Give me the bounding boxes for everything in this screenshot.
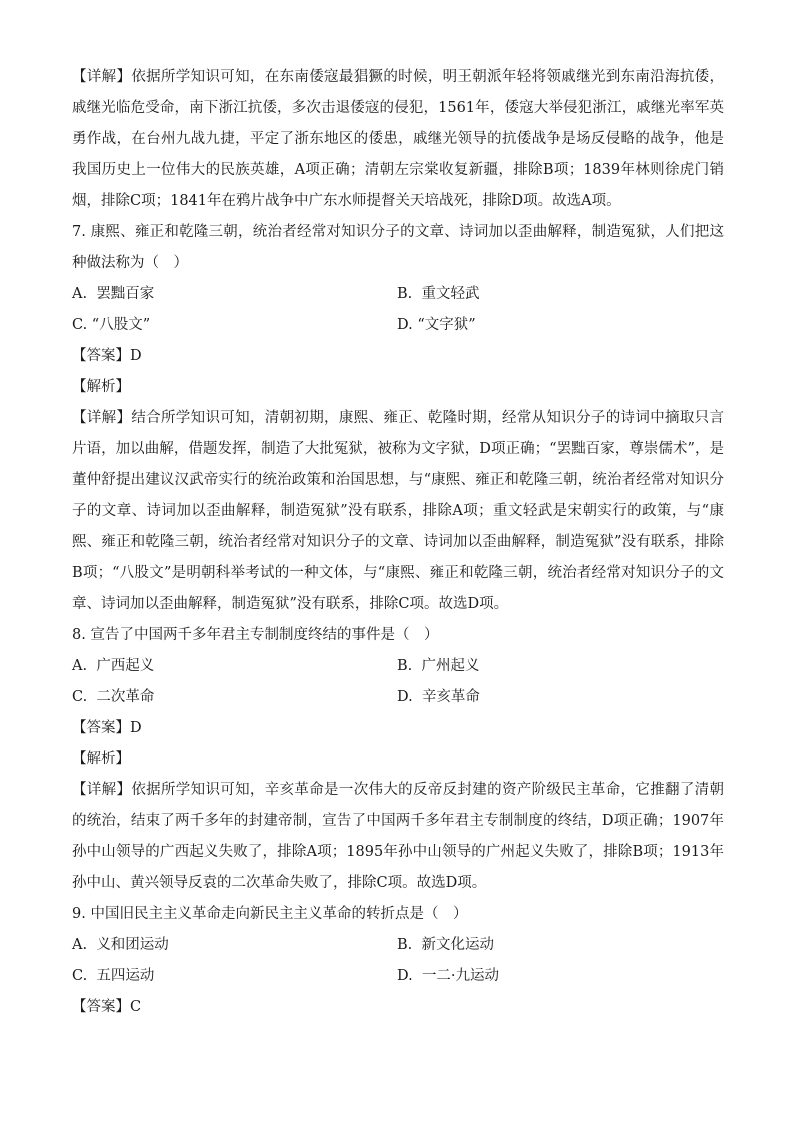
answer-line xyxy=(72,341,724,372)
answer-tag: 【答案】 xyxy=(72,348,130,364)
detail-tag: 【详解】 xyxy=(72,410,132,426)
option-text: 五四运动 xyxy=(96,968,155,984)
option-text: “文字狱” xyxy=(417,317,476,333)
option-a xyxy=(72,279,397,310)
analysis-tag: 【解析】 xyxy=(72,379,130,395)
question-stem xyxy=(72,620,724,651)
option-a xyxy=(72,651,397,682)
question-text: 宣告了中国两千多年君主专制制度终结的事件是（ ） xyxy=(90,627,439,643)
answer-line xyxy=(72,992,724,1023)
option-label: B. xyxy=(397,286,413,302)
option-label: A. xyxy=(72,658,88,674)
options-row xyxy=(72,310,724,341)
option-c xyxy=(72,310,397,341)
option-text: 罢黜百家 xyxy=(96,286,155,302)
options-row xyxy=(72,682,724,713)
detail-text: 依据所学知识可知，辛亥革命是一次伟大的反帝反封建的资产阶级民主革命，它推翻了清朝的统治，结束了两千多年的封建帝制，宣告了中国两千多年君主专制制度的终结，D项正确；1907年孙中山领导的广西起义失败了，排除A项；1895年孙中山领导的广州起义失败了，排除B项；1913年孙中山、黄兴领导反袁的二次革命失败了，排除C项。故选D项。 xyxy=(72,782,725,891)
question-number: 9. xyxy=(72,906,86,922)
option-text: 新文化运动 xyxy=(421,937,494,953)
answer-tag: 【答案】 xyxy=(72,999,130,1015)
option-b xyxy=(397,930,722,961)
option-label: C. xyxy=(72,968,88,984)
option-label: B. xyxy=(397,658,413,674)
option-text: 二次革命 xyxy=(96,689,155,705)
detail-paragraph xyxy=(72,403,724,620)
detail-text: 结合所学知识可知，清朝初期，康熙、雍正、乾隆时期，经常从知识分子的诗词中摘取只言片语，加以曲解，借题发挥，制造了大批冤狱，被称为文字狱，D项正确；“罢黜百家，尊崇儒术”，是董仲舒提出建议汉武帝实行的统治政策和治国思想，与“康熙、雍正和乾隆三朝，统治者经常对知识分子的文章、诗词加以歪曲解释，制造冤狱”没有联系，排除A项；重文轻武是宋朝实行的政策，与“康熙、雍正和乾隆三朝，统治者经常对知识分子的文章、诗词加以歪曲解释，制造冤狱”没有联系，排除B项；“八股文”是明朝科举考试的一种文体，与“康熙、雍正和乾隆三朝，统治者经常对知识分子的文章、诗词加以歪曲解释，制造冤狱”没有联系，排除C项。故选D项。 xyxy=(72,410,725,612)
analysis-line xyxy=(72,372,724,403)
question-number: 8. xyxy=(72,627,86,643)
detail-text: 依据所学知识可知，在东南倭寇最猖獗的时候，明王朝派年轻将领戚继光到东南沿海抗倭，戚继光临危受命，南下浙江抗倭，多次击退倭寇的侵犯，1561年，倭寇大举侵犯浙江，戚继光率军英勇作战，在台州九战九捷，平定了浙东地区的倭患，戚继光领导的抗倭战争是场反侵略的战争，他是我国历史上一位伟大的民族英雄，A项正确；清朝左宗棠收复新疆，排除B项；1839年林则徐虎门销烟，排除C项；1841年在鸦片战争中广东水师提督关天培战死，排除D项。故选A项。 xyxy=(72,69,725,209)
detail-tag: 【详解】 xyxy=(72,782,132,798)
question-stem xyxy=(72,899,724,930)
question-stem xyxy=(72,217,724,279)
option-label: B. xyxy=(397,937,413,953)
answer-value: D xyxy=(130,348,142,364)
document-page xyxy=(72,62,724,1023)
options-row xyxy=(72,961,724,992)
option-label: C. xyxy=(72,689,88,705)
option-text: 广州起义 xyxy=(421,658,480,674)
option-text: 广西起义 xyxy=(96,658,155,674)
option-text: “八股文” xyxy=(91,317,151,333)
answer-line xyxy=(72,713,724,744)
option-label: D. xyxy=(397,317,413,333)
question-number: 7. xyxy=(72,224,86,240)
options-row xyxy=(72,930,724,961)
option-label: C. xyxy=(72,317,88,333)
question-text: 康熙、雍正和乾隆三朝，统治者经常对知识分子的文章、诗词加以歪曲解释，制造冤狱，人们把这种做法称为（ ） xyxy=(72,224,724,271)
option-d xyxy=(397,961,722,992)
option-text: 重文轻武 xyxy=(421,286,480,302)
analysis-tag: 【解析】 xyxy=(72,751,130,767)
option-a xyxy=(72,930,397,961)
detail-paragraph xyxy=(72,775,724,899)
option-d xyxy=(397,310,722,341)
options-row xyxy=(72,279,724,310)
option-label: D. xyxy=(397,689,413,705)
option-b xyxy=(397,279,722,310)
question-text: 中国旧民主主义革命走向新民主主义革命的转折点是（ ） xyxy=(90,906,468,922)
answer-tag: 【答案】 xyxy=(72,720,130,736)
option-text: 辛亥革命 xyxy=(421,689,480,705)
option-label: D. xyxy=(397,968,413,984)
option-text: 一二·九运动 xyxy=(421,968,500,984)
option-d xyxy=(397,682,722,713)
option-b xyxy=(397,651,722,682)
detail-paragraph xyxy=(72,62,724,217)
options-row xyxy=(72,651,724,682)
option-c xyxy=(72,961,397,992)
answer-value: C xyxy=(130,999,142,1015)
answer-value: D xyxy=(130,720,142,736)
option-text: 义和团运动 xyxy=(96,937,169,953)
detail-tag: 【详解】 xyxy=(72,69,132,85)
option-c xyxy=(72,682,397,713)
option-label: A. xyxy=(72,286,88,302)
analysis-line xyxy=(72,744,724,775)
option-label: A. xyxy=(72,937,88,953)
